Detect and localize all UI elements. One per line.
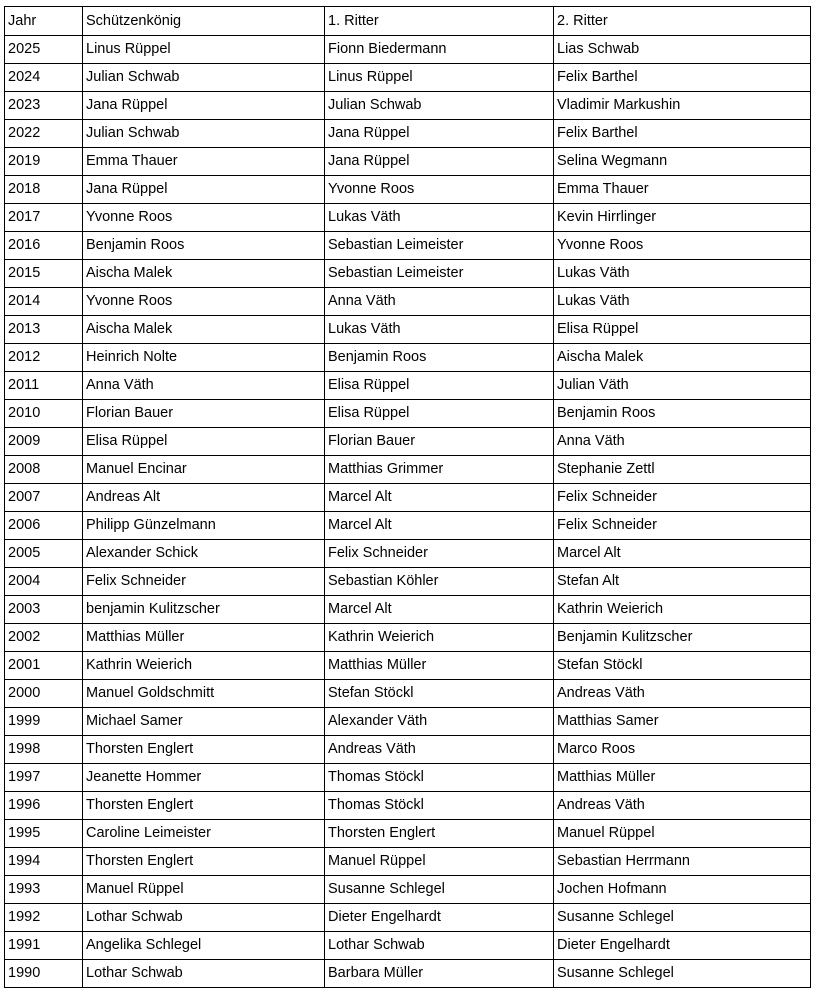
cell-year[interactable]: 1998 bbox=[5, 736, 83, 764]
cell-year[interactable]: 2017 bbox=[5, 204, 83, 232]
spreadsheet-area bbox=[4, 6, 811, 988]
cell-1-ritter[interactable]: Marcel Alt bbox=[325, 512, 554, 540]
cell-schuetzenkoenig[interactable]: Manuel Encinar bbox=[83, 456, 325, 484]
table-row bbox=[5, 848, 811, 876]
cell-1-ritter[interactable]: Alexander Väth bbox=[325, 708, 554, 736]
cell-year[interactable]: 2018 bbox=[5, 176, 83, 204]
table-row bbox=[5, 400, 811, 428]
table-row bbox=[5, 316, 811, 344]
cell-2-ritter[interactable]: Lukas Väth bbox=[554, 288, 811, 316]
cell-2-ritter[interactable]: Susanne Schlegel bbox=[554, 904, 811, 932]
cell-year[interactable]: 2015 bbox=[5, 260, 83, 288]
cell-1-ritter[interactable]: Dieter Engelhardt bbox=[325, 904, 554, 932]
cell-1-ritter[interactable]: Lothar Schwab bbox=[325, 932, 554, 960]
cell-year[interactable]: 1995 bbox=[5, 820, 83, 848]
cell-1-ritter[interactable]: Anna Väth bbox=[325, 288, 554, 316]
table-row bbox=[5, 652, 811, 680]
cell-schuetzenkoenig[interactable]: Philipp Günzelmann bbox=[83, 512, 325, 540]
cell-year[interactable]: 1991 bbox=[5, 932, 83, 960]
cell-schuetzenkoenig[interactable]: Thorsten Englert bbox=[83, 792, 325, 820]
cell-2-ritter[interactable]: Felix Barthel bbox=[554, 64, 811, 92]
cell-schuetzenkoenig[interactable]: Jeanette Hommer bbox=[83, 764, 325, 792]
cell-2-ritter[interactable]: Manuel Rüppel bbox=[554, 820, 811, 848]
cell-year[interactable]: 2008 bbox=[5, 456, 83, 484]
table-row bbox=[5, 624, 811, 652]
table-row bbox=[5, 932, 811, 960]
cell-1-ritter[interactable]: Sebastian Leimeister bbox=[325, 260, 554, 288]
cell-1-ritter[interactable]: Julian Schwab bbox=[325, 92, 554, 120]
cell-1-ritter[interactable]: Fionn Biedermann bbox=[325, 36, 554, 64]
cell-year[interactable]: 2012 bbox=[5, 344, 83, 372]
cell-schuetzenkoenig[interactable]: Andreas Alt bbox=[83, 484, 325, 512]
cell-schuetzenkoenig[interactable]: Anna Väth bbox=[83, 372, 325, 400]
header-cell-jahr[interactable]: Jahr bbox=[5, 7, 83, 36]
cell-schuetzenkoenig[interactable]: Yvonne Roos bbox=[83, 204, 325, 232]
table-row bbox=[5, 484, 811, 512]
table-row bbox=[5, 176, 811, 204]
cell-schuetzenkoenig[interactable]: Thorsten Englert bbox=[83, 848, 325, 876]
cell-2-ritter[interactable]: Benjamin Kulitzscher bbox=[554, 624, 811, 652]
cell-1-ritter[interactable]: Thomas Stöckl bbox=[325, 792, 554, 820]
cell-1-ritter[interactable]: Thomas Stöckl bbox=[325, 764, 554, 792]
cell-year[interactable]: 1990 bbox=[5, 960, 83, 988]
cell-2-ritter[interactable]: Anna Väth bbox=[554, 428, 811, 456]
cell-1-ritter[interactable]: Felix Schneider bbox=[325, 540, 554, 568]
cell-year[interactable]: 2010 bbox=[5, 400, 83, 428]
cell-schuetzenkoenig[interactable]: Lothar Schwab bbox=[83, 904, 325, 932]
table-row bbox=[5, 736, 811, 764]
cell-year[interactable]: 2005 bbox=[5, 540, 83, 568]
table-row bbox=[5, 344, 811, 372]
cell-2-ritter[interactable]: Aischa Malek bbox=[554, 344, 811, 372]
schuetzenkoenig-table bbox=[4, 6, 811, 988]
header-cell-2-ritter[interactable]: 2. Ritter bbox=[554, 7, 811, 36]
header-cell-schuetzenkoenig[interactable]: Schützenkönig bbox=[83, 7, 325, 36]
cell-year[interactable]: 1992 bbox=[5, 904, 83, 932]
cell-1-ritter[interactable]: Elisa Rüppel bbox=[325, 400, 554, 428]
cell-schuetzenkoenig[interactable]: Caroline Leimeister bbox=[83, 820, 325, 848]
cell-2-ritter[interactable]: Jochen Hofmann bbox=[554, 876, 811, 904]
cell-schuetzenkoenig[interactable]: Julian Schwab bbox=[83, 64, 325, 92]
cell-1-ritter[interactable]: Matthias Grimmer bbox=[325, 456, 554, 484]
cell-schuetzenkoenig[interactable]: Kathrin Weierich bbox=[83, 652, 325, 680]
cell-year[interactable]: 2009 bbox=[5, 428, 83, 456]
table-row bbox=[5, 372, 811, 400]
cell-2-ritter[interactable]: Elisa Rüppel bbox=[554, 316, 811, 344]
cell-1-ritter[interactable]: Marcel Alt bbox=[325, 596, 554, 624]
cell-year[interactable]: 2002 bbox=[5, 624, 83, 652]
cell-1-ritter[interactable]: Sebastian Leimeister bbox=[325, 232, 554, 260]
table-row bbox=[5, 792, 811, 820]
cell-year[interactable]: 2024 bbox=[5, 64, 83, 92]
cell-1-ritter[interactable]: Jana Rüppel bbox=[325, 148, 554, 176]
cell-year[interactable]: 2006 bbox=[5, 512, 83, 540]
cell-schuetzenkoenig[interactable]: Linus Rüppel bbox=[83, 36, 325, 64]
cell-year[interactable]: 1996 bbox=[5, 792, 83, 820]
table-row bbox=[5, 512, 811, 540]
cell-year[interactable]: 1994 bbox=[5, 848, 83, 876]
cell-2-ritter[interactable]: Julian Väth bbox=[554, 372, 811, 400]
cell-1-ritter[interactable]: Stefan Stöckl bbox=[325, 680, 554, 708]
cell-schuetzenkoenig[interactable]: Manuel Rüppel bbox=[83, 876, 325, 904]
cell-1-ritter[interactable]: Thorsten Englert bbox=[325, 820, 554, 848]
header-cell-1-ritter[interactable]: 1. Ritter bbox=[325, 7, 554, 36]
table-row bbox=[5, 36, 811, 64]
cell-year[interactable]: 2011 bbox=[5, 372, 83, 400]
cell-2-ritter[interactable]: Matthias Müller bbox=[554, 764, 811, 792]
table-row bbox=[5, 428, 811, 456]
table-row bbox=[5, 820, 811, 848]
cell-schuetzenkoenig[interactable]: Julian Schwab bbox=[83, 120, 325, 148]
table-row bbox=[5, 596, 811, 624]
cell-2-ritter[interactable]: Stephanie Zettl bbox=[554, 456, 811, 484]
cell-2-ritter[interactable]: Vladimir Markushin bbox=[554, 92, 811, 120]
table-row bbox=[5, 92, 811, 120]
cell-2-ritter[interactable]: Sebastian Herrmann bbox=[554, 848, 811, 876]
cell-1-ritter[interactable]: Andreas Väth bbox=[325, 736, 554, 764]
cell-2-ritter[interactable]: Felix Schneider bbox=[554, 512, 811, 540]
cell-2-ritter[interactable]: Felix Barthel bbox=[554, 120, 811, 148]
cell-1-ritter[interactable]: Lukas Väth bbox=[325, 204, 554, 232]
cell-2-ritter[interactable]: Kevin Hirrlinger bbox=[554, 204, 811, 232]
cell-1-ritter[interactable]: Lukas Väth bbox=[325, 316, 554, 344]
cell-1-ritter[interactable]: Matthias Müller bbox=[325, 652, 554, 680]
cell-2-ritter[interactable]: Kathrin Weierich bbox=[554, 596, 811, 624]
header-row bbox=[5, 7, 811, 36]
cell-2-ritter[interactable]: Andreas Väth bbox=[554, 792, 811, 820]
cell-1-ritter[interactable]: Kathrin Weierich bbox=[325, 624, 554, 652]
table-row bbox=[5, 120, 811, 148]
cell-schuetzenkoenig[interactable]: Alexander Schick bbox=[83, 540, 325, 568]
cell-2-ritter[interactable]: Felix Schneider bbox=[554, 484, 811, 512]
cell-1-ritter[interactable]: Marcel Alt bbox=[325, 484, 554, 512]
cell-schuetzenkoenig[interactable]: Heinrich Nolte bbox=[83, 344, 325, 372]
cell-2-ritter[interactable]: Marco Roos bbox=[554, 736, 811, 764]
cell-year[interactable]: 1999 bbox=[5, 708, 83, 736]
cell-year[interactable]: 2025 bbox=[5, 36, 83, 64]
table-row bbox=[5, 540, 811, 568]
cell-schuetzenkoenig[interactable]: Manuel Goldschmitt bbox=[83, 680, 325, 708]
cell-2-ritter[interactable]: Marcel Alt bbox=[554, 540, 811, 568]
cell-2-ritter[interactable]: Lukas Väth bbox=[554, 260, 811, 288]
cell-schuetzenkoenig[interactable]: Matthias Müller bbox=[83, 624, 325, 652]
table-row bbox=[5, 260, 811, 288]
table-row bbox=[5, 680, 811, 708]
table-row bbox=[5, 764, 811, 792]
table-row bbox=[5, 64, 811, 92]
cell-1-ritter[interactable]: Barbara Müller bbox=[325, 960, 554, 988]
cell-schuetzenkoenig[interactable]: Emma Thauer bbox=[83, 148, 325, 176]
table-row bbox=[5, 960, 811, 988]
cell-2-ritter[interactable]: Stefan Alt bbox=[554, 568, 811, 596]
cell-year[interactable]: 2007 bbox=[5, 484, 83, 512]
cell-year[interactable]: 2003 bbox=[5, 596, 83, 624]
cell-1-ritter[interactable]: Florian Bauer bbox=[325, 428, 554, 456]
cell-1-ritter[interactable]: Susanne Schlegel bbox=[325, 876, 554, 904]
cell-year[interactable]: 2014 bbox=[5, 288, 83, 316]
cell-year[interactable]: 2016 bbox=[5, 232, 83, 260]
cell-year[interactable]: 2001 bbox=[5, 652, 83, 680]
cell-year[interactable]: 2004 bbox=[5, 568, 83, 596]
cell-2-ritter[interactable]: Andreas Väth bbox=[554, 680, 811, 708]
cell-year[interactable]: 2022 bbox=[5, 120, 83, 148]
cell-schuetzenkoenig[interactable]: Yvonne Roos bbox=[83, 288, 325, 316]
cell-2-ritter[interactable]: Dieter Engelhardt bbox=[554, 932, 811, 960]
cell-1-ritter[interactable]: Sebastian Köhler bbox=[325, 568, 554, 596]
table-row bbox=[5, 708, 811, 736]
cell-2-ritter[interactable]: Lias Schwab bbox=[554, 36, 811, 64]
table-row bbox=[5, 568, 811, 596]
table-row bbox=[5, 904, 811, 932]
cell-1-ritter[interactable]: Manuel Rüppel bbox=[325, 848, 554, 876]
table-row bbox=[5, 204, 811, 232]
cell-schuetzenkoenig[interactable]: Florian Bauer bbox=[83, 400, 325, 428]
cell-1-ritter[interactable]: Yvonne Roos bbox=[325, 176, 554, 204]
table-row bbox=[5, 876, 811, 904]
cell-2-ritter[interactable]: Emma Thauer bbox=[554, 176, 811, 204]
table-row bbox=[5, 232, 811, 260]
cell-year[interactable]: 2023 bbox=[5, 92, 83, 120]
cell-2-ritter[interactable]: Selina Wegmann bbox=[554, 148, 811, 176]
cell-schuetzenkoenig[interactable]: Aischa Malek bbox=[83, 260, 325, 288]
cell-2-ritter[interactable]: Stefan Stöckl bbox=[554, 652, 811, 680]
cell-schuetzenkoenig[interactable]: benjamin Kulitzscher bbox=[83, 596, 325, 624]
cell-schuetzenkoenig[interactable]: Michael Samer bbox=[83, 708, 325, 736]
cell-schuetzenkoenig[interactable]: Angelika Schlegel bbox=[83, 932, 325, 960]
cell-1-ritter[interactable]: Elisa Rüppel bbox=[325, 372, 554, 400]
cell-1-ritter[interactable]: Linus Rüppel bbox=[325, 64, 554, 92]
cell-schuetzenkoenig[interactable]: Aischa Malek bbox=[83, 316, 325, 344]
cell-2-ritter[interactable]: Susanne Schlegel bbox=[554, 960, 811, 988]
cell-schuetzenkoenig[interactable]: Jana Rüppel bbox=[83, 92, 325, 120]
table-row bbox=[5, 288, 811, 316]
cell-schuetzenkoenig[interactable]: Jana Rüppel bbox=[83, 176, 325, 204]
cell-2-ritter[interactable]: Yvonne Roos bbox=[554, 232, 811, 260]
cell-schuetzenkoenig[interactable]: Lothar Schwab bbox=[83, 960, 325, 988]
table-row bbox=[5, 456, 811, 484]
cell-1-ritter[interactable]: Jana Rüppel bbox=[325, 120, 554, 148]
cell-schuetzenkoenig[interactable]: Benjamin Roos bbox=[83, 232, 325, 260]
cell-2-ritter[interactable]: Benjamin Roos bbox=[554, 400, 811, 428]
cell-year[interactable]: 2013 bbox=[5, 316, 83, 344]
cell-year[interactable]: 2000 bbox=[5, 680, 83, 708]
cell-1-ritter[interactable]: Benjamin Roos bbox=[325, 344, 554, 372]
cell-year[interactable]: 2019 bbox=[5, 148, 83, 176]
cell-schuetzenkoenig[interactable]: Thorsten Englert bbox=[83, 736, 325, 764]
cell-year[interactable]: 1993 bbox=[5, 876, 83, 904]
cell-schuetzenkoenig[interactable]: Elisa Rüppel bbox=[83, 428, 325, 456]
cell-2-ritter[interactable]: Matthias Samer bbox=[554, 708, 811, 736]
cell-schuetzenkoenig[interactable]: Felix Schneider bbox=[83, 568, 325, 596]
table-row bbox=[5, 148, 811, 176]
cell-year[interactable]: 1997 bbox=[5, 764, 83, 792]
